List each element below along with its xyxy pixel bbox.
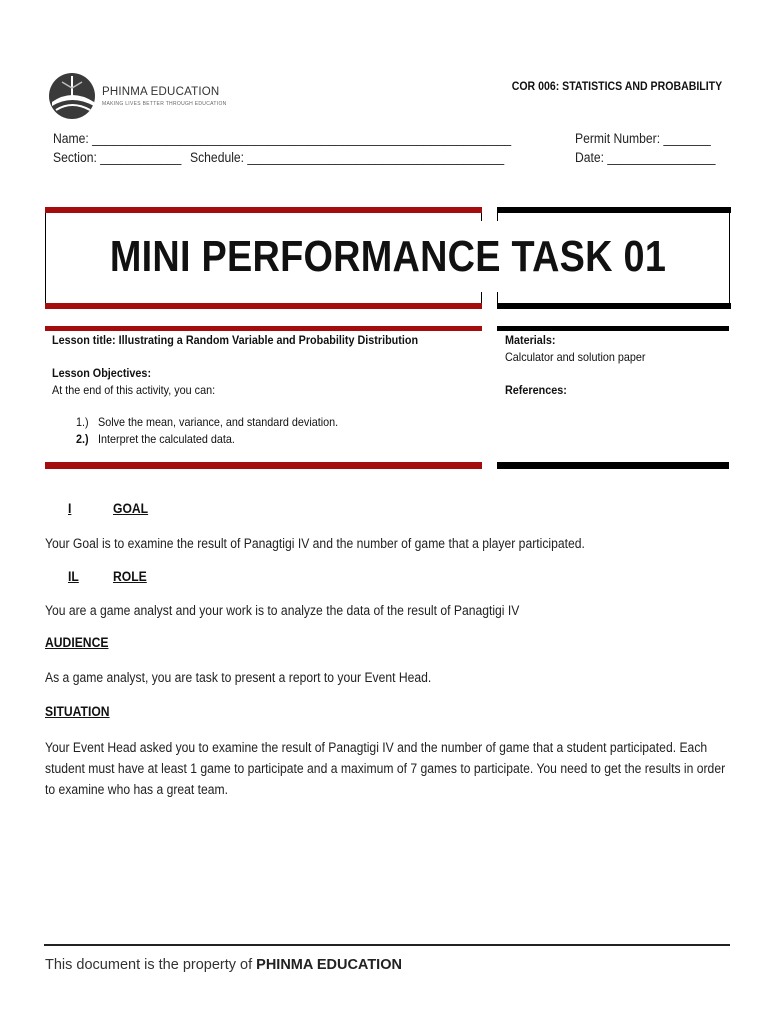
objective-text: Solve the mean, variance, and standard deviation.	[98, 415, 339, 429]
goal-text: Your Goal is to examine the result of Panagtigi IV and the number of game that a player participated.	[45, 536, 585, 551]
role-number: IL	[68, 569, 79, 584]
logo-tagline: MAKING LIVES BETTER THROUGH EDUCATION	[102, 101, 227, 107]
footer-rule	[44, 944, 730, 946]
goal-heading: GOAL	[113, 501, 149, 516]
name-field[interactable]: Name: ______________________________________________________________	[53, 131, 512, 146]
objectives-heading: Lesson Objectives:	[52, 366, 152, 380]
objective-number: 1.)	[76, 415, 89, 429]
page-title: MINI PERFORMANCE TASK 01	[109, 232, 667, 281]
schedule-field[interactable]: Schedule: ______________________________________	[190, 150, 505, 165]
lesson-bottom-red-bar	[45, 462, 482, 469]
objective-text: Interpret the calculated data.	[98, 432, 235, 446]
objectives-intro: At the end of this activity, you can:	[52, 383, 216, 397]
date-field[interactable]: Date: ________________	[575, 150, 716, 165]
title-divider-top-2	[497, 213, 498, 221]
footer-owner: PHINMA EDUCATION	[256, 957, 402, 973]
goal-number: I	[68, 501, 72, 516]
title-right-border	[729, 213, 730, 305]
lesson-top-red-bar	[45, 326, 482, 331]
situation-heading: SITUATION	[45, 704, 110, 719]
logo-name: PHINMA EDUCATION	[102, 86, 220, 98]
audience-heading: AUDIENCE	[45, 635, 109, 650]
title-top-black-bar	[497, 207, 731, 213]
materials-text: Calculator and solution paper	[505, 350, 646, 364]
lesson-title: Lesson title: Illustrating a Random Variable and Probability Distribution	[52, 333, 419, 347]
audience-text: As a game analyst, you are task to present a report to your Event Head.	[45, 670, 432, 685]
objective-number: 2.)	[76, 432, 89, 446]
course-code: COR 006: STATISTICS AND PROBABILITY	[511, 79, 722, 93]
footer-prefix: This document is the property of	[45, 957, 257, 973]
role-text: You are a game analyst and your work is to analyze the data of the result of Panagtigi IV	[45, 603, 520, 618]
title-bottom-black-bar	[497, 303, 731, 309]
phinma-logo	[48, 70, 227, 122]
lesson-top-black-bar	[497, 326, 729, 331]
references-heading: References:	[505, 383, 567, 397]
title-top-red-bar	[45, 207, 482, 213]
situation-text: Your Event Head asked you to examine the result of Panagtigi IV and the number of game that a student participated. Each student must have at least 1 game to participate and a maximum of 7 games to participate. You need to get the results in order to examine who has a great team.	[45, 740, 726, 797]
lesson-bottom-black-bar	[497, 462, 729, 469]
materials-heading: Materials:	[505, 333, 556, 347]
section-field[interactable]: Section: ____________	[53, 150, 182, 165]
role-heading: ROLE	[113, 569, 147, 584]
title-bottom-red-bar	[45, 303, 482, 309]
title-left-border	[45, 213, 46, 305]
permit-number-field[interactable]: Permit Number: _______	[575, 131, 711, 146]
footer	[45, 957, 402, 973]
phinma-logo-icon	[48, 70, 98, 122]
title-divider-top	[481, 213, 482, 221]
